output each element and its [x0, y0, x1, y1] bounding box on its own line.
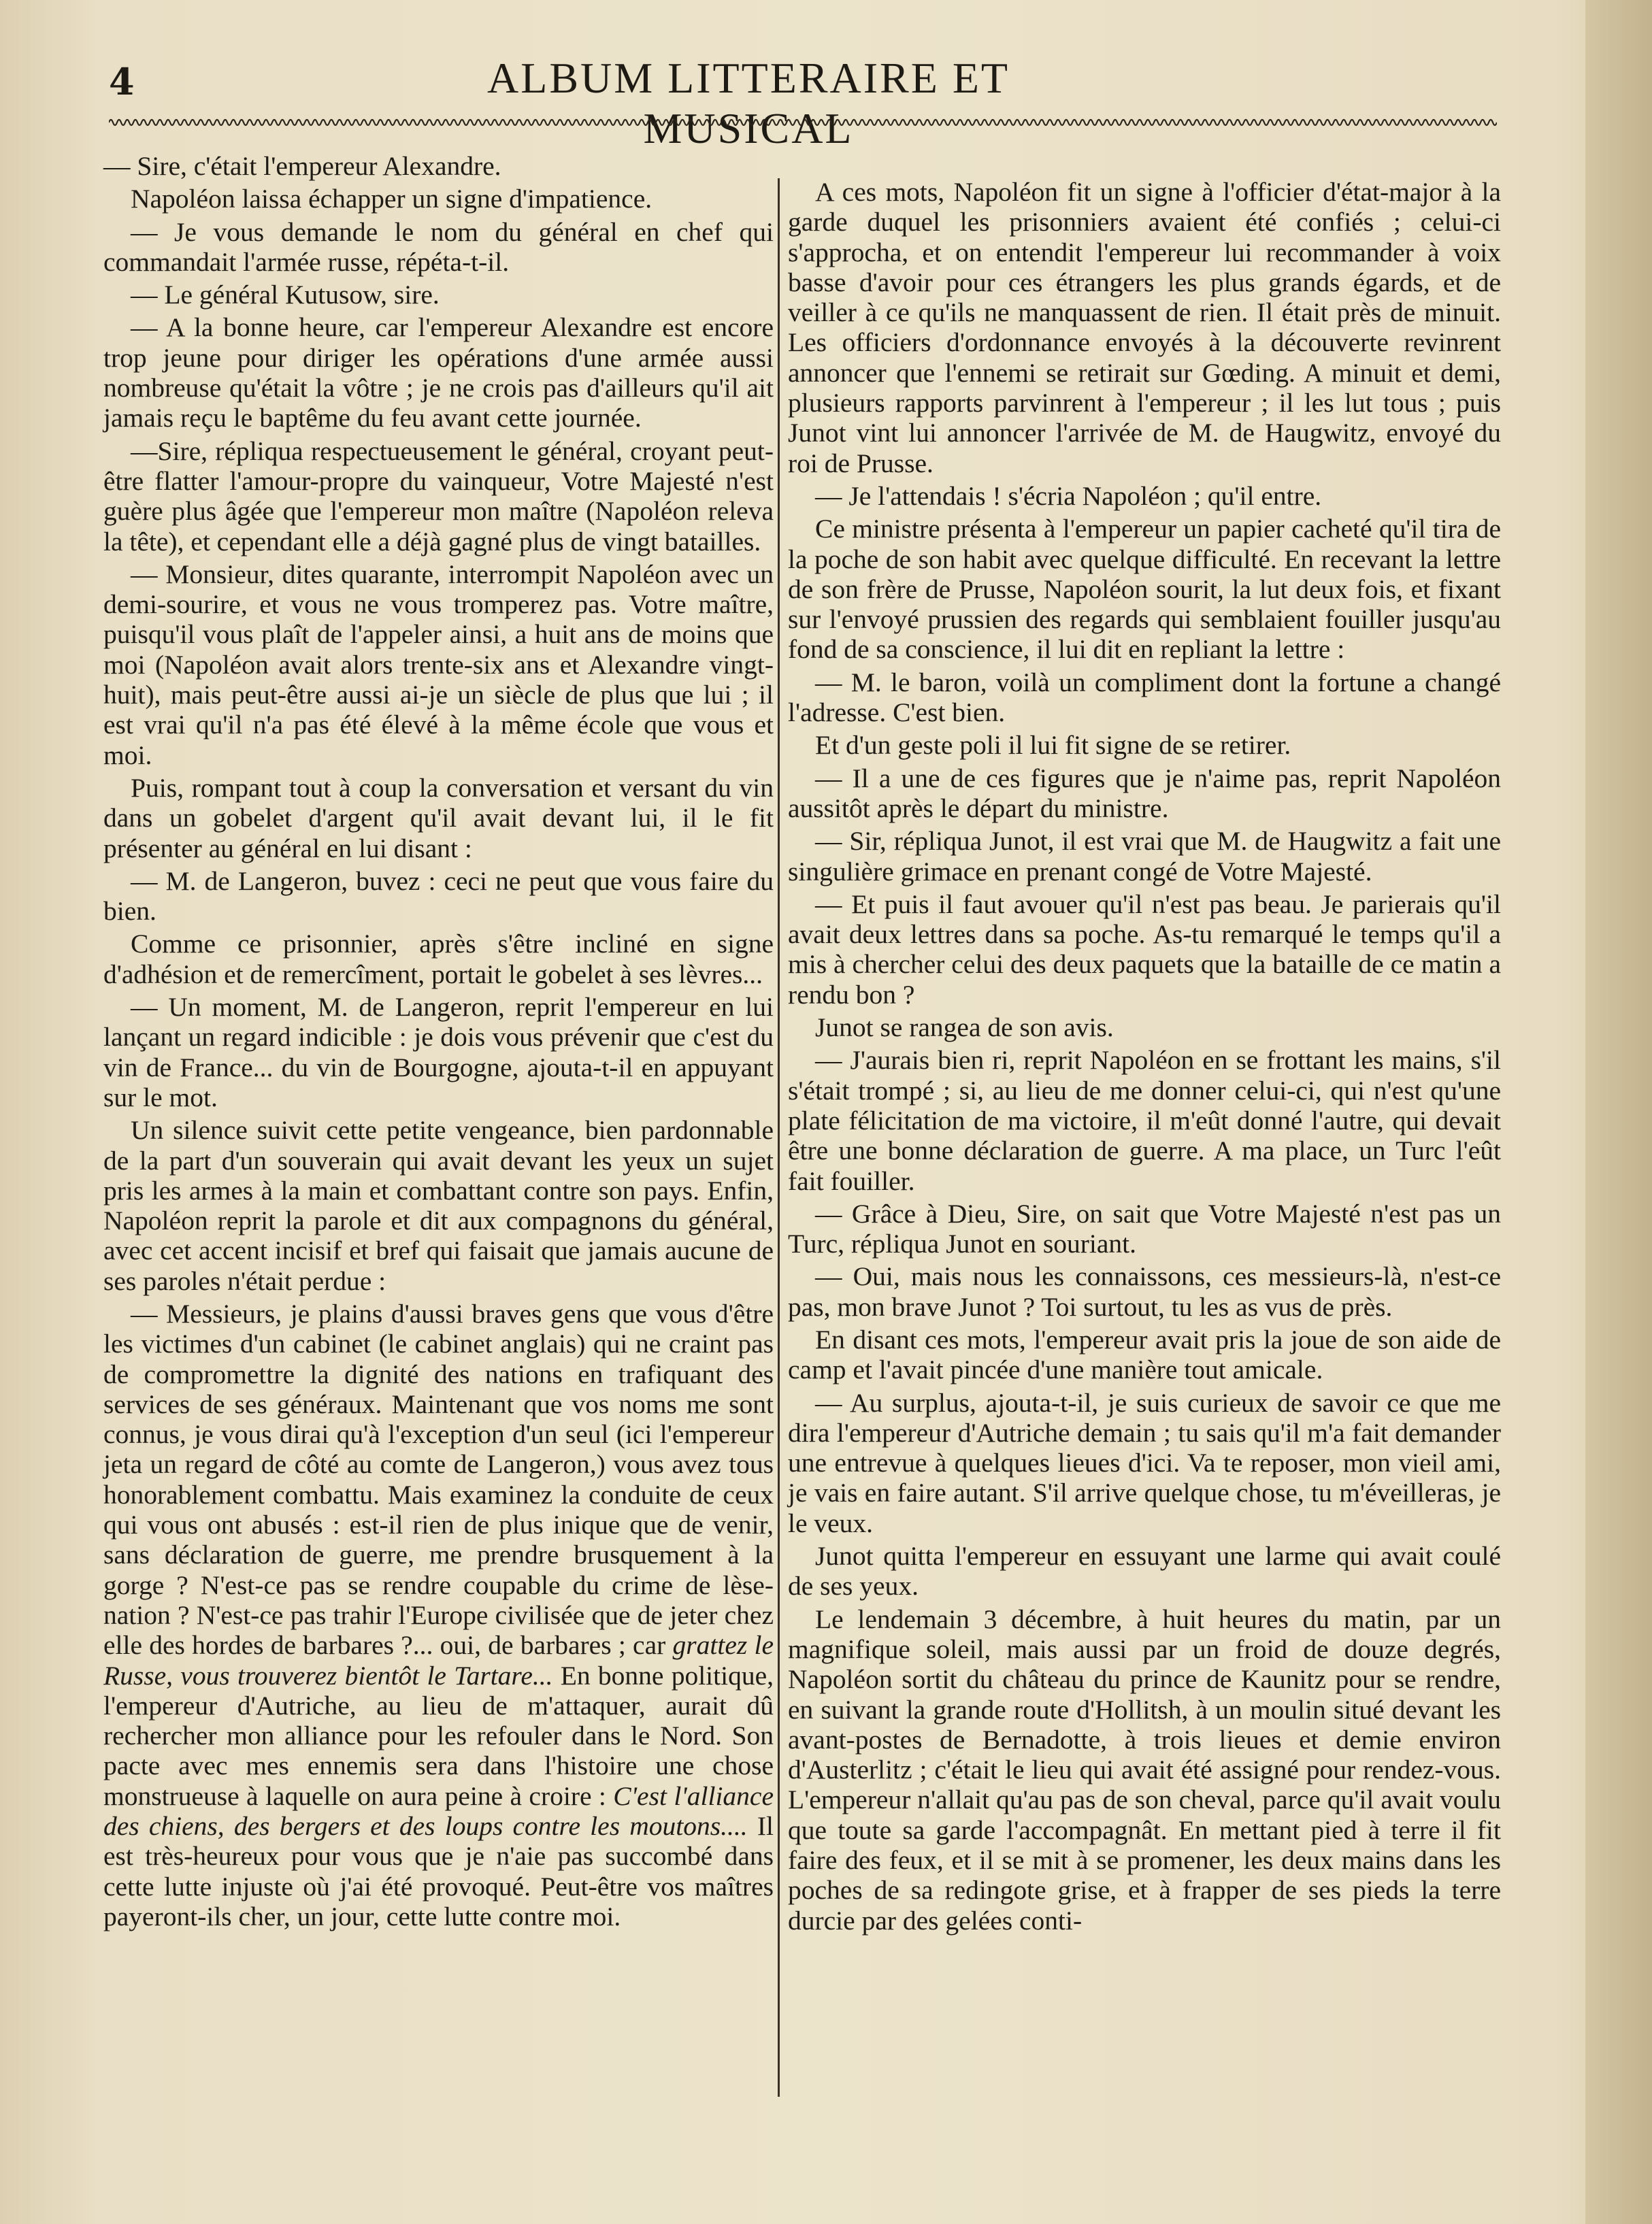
paragraph: Junot quitta l'empereur en essuyant une larme qui avait coulé de ses yeux.: [788, 1541, 1501, 1601]
speech-text: En bonne politique, l'empereur d'Autriche, au lieu de m'attaquer, aurait dû rechercher mon alliance pour les refouler dans le Nord. Son pacte avec mes ennemis sera dans l'histoire une chose monstrueuse à laquelle on aura peine à croire :: [103, 1660, 774, 1811]
paragraph: — M. de Langeron, buvez : ceci ne peut que vous faire du bien.: [103, 865, 774, 927]
speech-italic-quote: grattez le Russe, vous trouverez bientôt le Tartare...: [103, 1630, 774, 1691]
paragraph: Un silence suivit cette petite vengeance, bien pardonnable de la part d'un souverain qui avait devant les yeux un sujet pris les armes à la main et combattant contre son pays. Enfin, Napoléon reprit la parole et dit aux compagnons du général, avec cet accent incisif et bref qui faisait que jamais aucune de ses paroles n'était perdue :: [103, 1115, 774, 1296]
paragraph: — M. le baron, voilà un compliment dont la fortune a changé l'adresse. C'est bien.: [788, 667, 1501, 728]
napoleon-speech-paragraph: [103, 1299, 774, 1931]
binding-edge: [1585, 0, 1652, 2224]
paragraph: — Sir, répliqua Junot, il est vrai que M. de Haugwitz a fait une singulière grimace en prenant congé de Votre Majesté.: [788, 826, 1501, 886]
paragraph: Le lendemain 3 décembre, à huit heures du matin, par un magnifique soleil, mais aussi par un froid de douze degrés, Napoléon sortit du château du prince de Kaunitz pour se rendre, en suivant la grande route d'Hollitsh, à un moulin situé devant les avant-postes de Bernadotte, à trois lieues et demie environ d'Austerlitz ; c'était le lieu qui avait été assigné pour rendez-vous. L'empereur n'allait qu'au pas de son cheval, parce qu'il avait voulu que toute sa garde l'accompagnât. En mettant pied à terre il fit faire des feux, et il se mit à se promener, les deux mains dans les poches de sa redingote grise, et à frapper de ses pieds la terre durcie par des gelées conti-: [788, 1604, 1501, 1936]
left-column: [103, 151, 774, 1934]
paragraph: — Grâce à Dieu, Sire, on sait que Votre Majesté n'est pas un Turc, répliqua Junot en souriant.: [788, 1198, 1501, 1259]
right-column: [788, 177, 1501, 1938]
paragraph: Comme ce prisonnier, après s'être incliné en signe d'adhésion et de remercîment, portait le gobelet à ses lèvres...: [103, 929, 774, 989]
paragraph: En disant ces mots, l'empereur avait pris la joue de son aide de camp et l'avait pincée d'une manière tout amicale.: [788, 1324, 1501, 1385]
paragraph: — Je vous demande le nom du général en chef qui commandait l'armée russe, répéta-t-il.: [103, 216, 774, 277]
paragraph: — Un moment, M. de Langeron, reprit l'empereur en lui lançant un regard indicible : je dois vous prévenir que c'est du vin de France... du vin de Bourgogne, ajouta-t-il en appuyant sur le mot.: [103, 992, 774, 1112]
paragraph: — J'aurais bien ri, reprit Napoléon en se frottant les mains, s'il s'était trompé ; si, au lieu de me donner celui-ci, qui n'est qu'une plate félicitation de ma victoire, il m'eût donné l'autre, qui devait être une bonne déclaration de guerre. A ma place, un Turc l'eût fait fouiller.: [788, 1045, 1501, 1196]
paragraph: A ces mots, Napoléon fit un signe à l'officier d'état-major à la garde duquel les prisonniers avaient été confiés ; celui-ci s'approcha, et on entendit l'empereur lui recommander à voix basse d'avoir pour ces étrangers les plus grands égards, et de veiller à ce qu'ils ne manquassent de rien. Il était près de minuit. Les officiers d'ordonnance envoyés à la découverte revinrent annoncer que l'ennemi se retirait sur Gœding. A minuit et demi, plusieurs rapports parvinrent à l'empereur ; il les lut tous ; puis Junot vint lui annoncer l'arrivée de M. de Haugwitz, envoyé du roi de Prusse.: [788, 177, 1501, 478]
paragraph: Et d'un geste poli il lui fit signe de se retirer.: [815, 730, 1291, 761]
paragraph: — Le général Kutusow, sire.: [131, 280, 440, 310]
paragraph: — Monsieur, dites quarante, interrompit Napoléon avec un demi-sourire, et vous ne vous tromperez pas. Votre maître, puisqu'il vous plaît de l'appeler ainsi, a huit ans de moins que moi (Napoléon avait alors trente-six ans et Alexandre vingt-huit), mais peut-être aussi ai-je un siècle de plus que lui ; il est vrai qu'il n'a pas été élevé à la même école que vous et moi.: [103, 559, 774, 770]
speech-italic-quote: C'est l'alliance des chiens, des bergers et des loups contre les moutons....: [103, 1780, 774, 1842]
paragraph: —Sire, répliqua respectueusement le général, croyant peut-être flatter l'amour-propre du vainqueur, Votre Majesté n'est guère plus âgée que l'empereur mon maître (Napoléon releva la tête), et cependant elle a déjà gagné plus de vingt batailles.: [103, 435, 774, 557]
speech-text: Il est très-heureux pour vous que je n'aie pas succombé dans cette lutte injuste où j'ai été provoqué. Peut-être vos maîtres payeront-ils cher, un jour, cette lutte contre moi.: [103, 1811, 774, 1931]
column-divider: [778, 178, 780, 2097]
paragraph: Junot se rangea de son avis.: [815, 1012, 1114, 1043]
paragraph: Ce ministre présenta à l'empereur un papier cacheté qu'il tira de la poche de son habit avec quelque difficulté. En recevant la lettre de son frère de Prusse, Napoléon sourit, la lut deux fois, et fixant sur l'envoyé prussien des regards qui semblaient fouiller jusqu'au fond de sa conscience, il lui dit en repliant la lettre :: [788, 514, 1501, 665]
paragraph: — Oui, mais nous les connaissons, ces messieurs-là, n'est-ce pas, mon brave Junot ? Toi surtout, tu les as vus de près.: [788, 1261, 1501, 1322]
paragraph: — Au surplus, ajouta-t-il, je suis curieux de savoir ce que me dira l'empereur d'Autriche demain ; tu sais qu'il m'a fait demander une entrevue à quelques lieues d'ici. Va te reposer, mon vieil ami, je vais en faire autant. S'il arrive quelque chose, tu m'éveilleras, je le veux.: [788, 1387, 1501, 1538]
paragraph: — Il a une de ces figures que je n'aime pas, reprit Napoléon aussitôt après le départ du ministre.: [788, 763, 1501, 823]
paragraph: — Sire, c'était l'empereur Alexandre.: [103, 151, 501, 181]
running-title: ALBUM LITTERAIRE ET MUSICAL: [487, 54, 1010, 152]
paragraph: Puis, rompant tout à coup la conversation et versant du vin dans un gobelet d'argent qu'il avait devant lui, il le fit présenter au général en lui disant :: [103, 772, 774, 863]
page-number: 4: [109, 60, 135, 103]
header-ornamental-rule: [109, 114, 1497, 131]
paragraph: — Je l'attendais ! s'écria Napoléon ; qu'il entre.: [815, 480, 1322, 511]
paragraph: — Et puis il faut avouer qu'il n'est pas beau. Je parierais qu'il avait deux lettres dans sa poche. As-tu remarqué le temps qu'il a mis à chercher celui des deux paquets que la bataille de ce matin a rendu bon ?: [788, 889, 1501, 1010]
paragraph: — A la bonne heure, car l'empereur Alexandre est encore trop jeune pour diriger les opérations d'une armée aussi nombreuse qu'était la vôtre ; je ne crois pas d'ailleurs qu'il ait jamais reçu le baptême du feu avant cette journée.: [103, 312, 774, 433]
speech-text: — Messieurs, je plains d'aussi braves gens que vous d'être les victimes d'un cabinet (le cabinet anglais) qui ne craint pas de compromettre la dignité des nations en trafiquant des services de ses généraux. Maintenant que vos noms me sont connus, je vous dirai qu'à l'exception d'un seul (ici l'empereur jeta un regard de côté au comte de Langeron,) vous avez tous honorablement combattu. Mais examinez la conduite de ceux qui vous ont abusés : est-il rien de plus inique que de venir, sans déclaration de guerre, me prendre brusquement à la gorge ? N'est-ce pas se rendre coupable du crime de lèse-nation ? N'est-ce pas trahir l'Europe civilisée que de jeter chez elle des hordes de barbares ?... oui, de barbares ; car: [103, 1298, 774, 1661]
paragraph: Napoléon laissa échapper un signe d'impatience.: [131, 184, 652, 214]
